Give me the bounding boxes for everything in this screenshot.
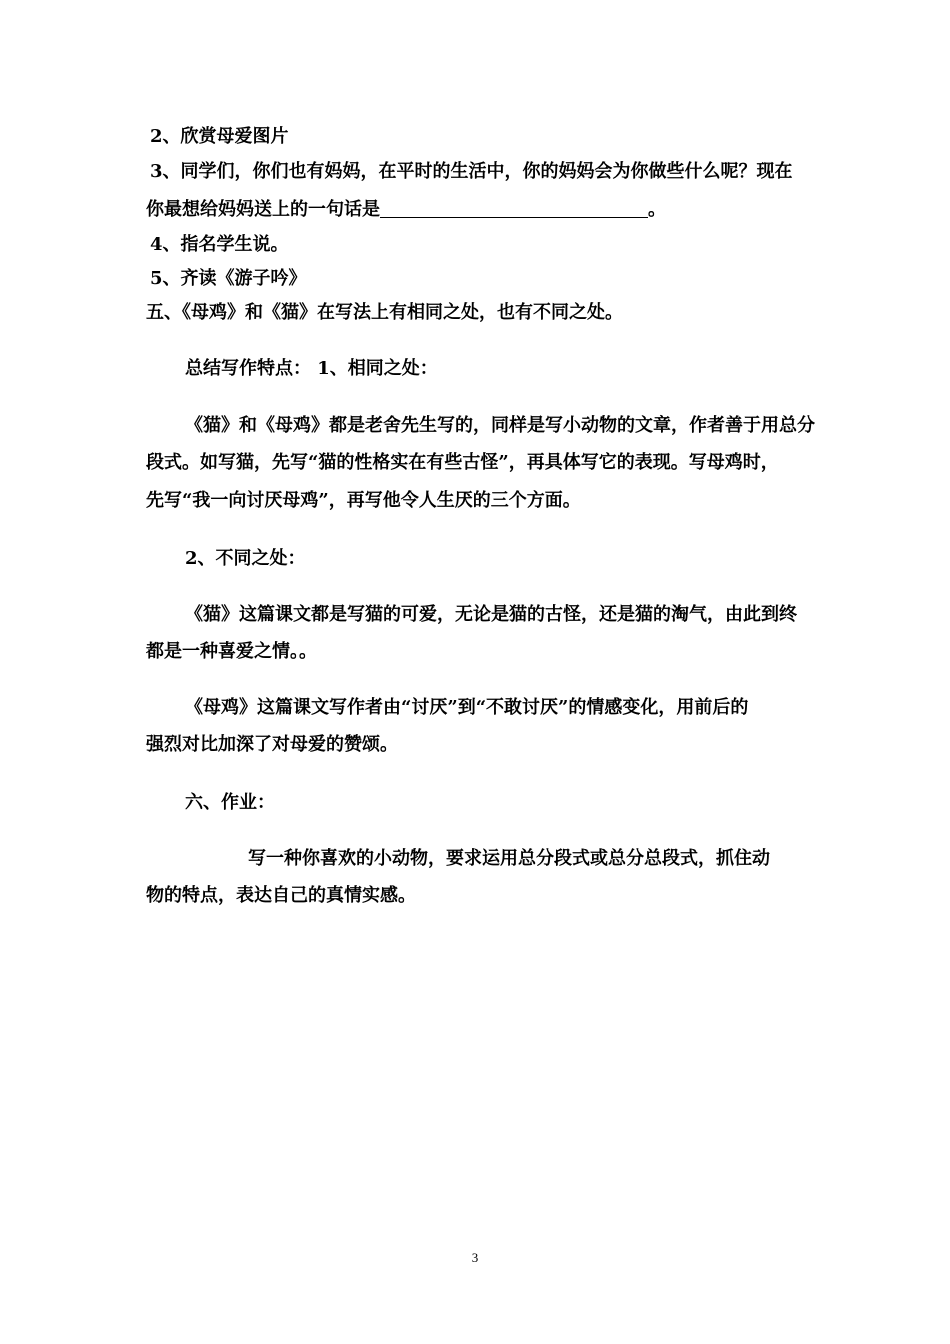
cat-paragraph-line-2: 都是一种喜爱之情。。: [146, 641, 317, 662]
homework-line-1: 写一种你喜欢的小动物，要求运用总分段式或总分总段式，抓住动: [248, 848, 770, 869]
answer-blank: [380, 199, 648, 218]
item-3-line-2: [146, 199, 666, 221]
item-3-line-1: 3、同学们，你们也有妈妈，在平时的生活中，你的妈妈会为你做些什么呢？现在: [150, 161, 793, 182]
item-2: 2、欣赏母爱图片: [150, 126, 289, 147]
similarity-paragraph-line-2: 段式。如写猫，先写“猫的性格实在有些古怪”，再具体写它的表现。写母鸡时，: [146, 452, 779, 473]
page-number: 3: [471, 1250, 479, 1265]
cat-paragraph-line-1: 《猫》这篇课文都是写猫的可爱，无论是猫的古怪，还是猫的淘气，由此到终: [185, 604, 797, 625]
summary-heading: 总结写作特点： 1、相同之处：: [185, 358, 438, 379]
hen-paragraph-line-1: 《母鸡》这篇课文写作者由“讨厌”到“不敢讨厌”的情感变化，用前后的: [185, 697, 749, 718]
section-six-heading: 六、作业：: [185, 792, 275, 813]
similarity-paragraph-line-3: 先写“我一向讨厌母鸡”，再写他令人生厌的三个方面。: [146, 490, 581, 511]
item-4: 4、指名学生说。: [150, 234, 289, 255]
similarity-paragraph-line-1: 《猫》和《母鸡》都是老舍先生写的，同样是写小动物的文章，作者善于用总分: [185, 415, 815, 436]
item-5: 5、齐读《游子吟》: [150, 268, 307, 289]
homework-line-2: 物的特点，表达自己的真情实感。: [146, 885, 416, 906]
hen-paragraph-line-2: 强烈对比加深了对母爱的赞颂。: [146, 734, 398, 755]
difference-heading: 2、不同之处：: [185, 548, 306, 569]
item-3-period: 。: [648, 199, 666, 220]
section-five-heading: 五、《母鸡》和《猫》在写法上有相同之处，也有不同之处。: [146, 302, 623, 323]
item-3-prompt: 你最想给妈妈送上的一句话是: [146, 199, 380, 220]
